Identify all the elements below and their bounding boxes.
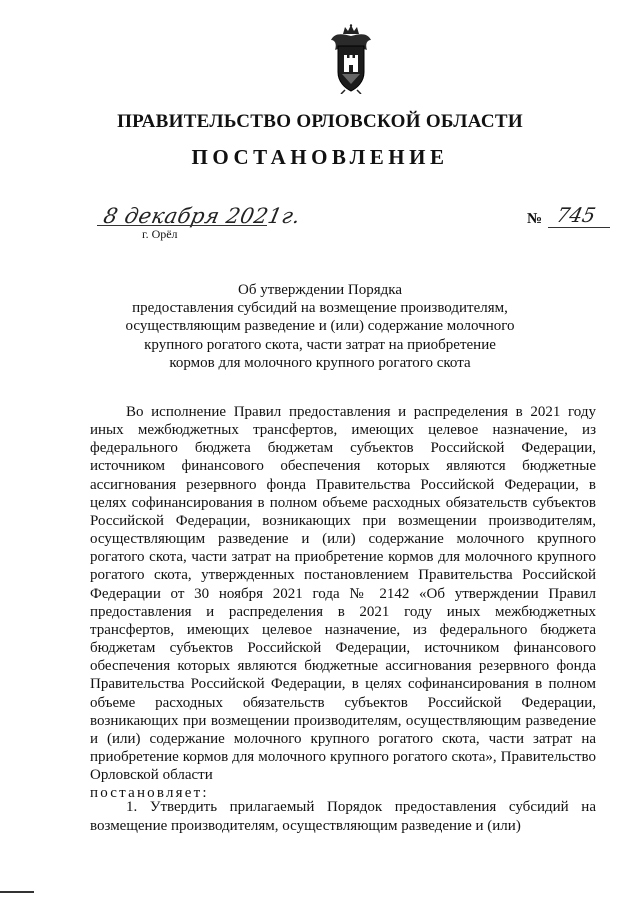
preamble-block bbox=[90, 403, 596, 802]
preamble-paragraph bbox=[90, 403, 596, 784]
organization-name: ПРАВИТЕЛЬСТВО ОРЛОВСКОЙ ОБЛАСТИ bbox=[117, 111, 523, 132]
handwritten-date: 8 декабря 2021г. bbox=[101, 204, 303, 228]
handwritten-number: 745 bbox=[554, 203, 598, 227]
title-line: предоставления субсидий на возмещение производителям, bbox=[132, 300, 508, 317]
document-type: ПОСТАНОВЛЕНИЕ bbox=[191, 145, 449, 169]
resolves-word: постановляет: bbox=[90, 785, 209, 802]
number-label: № bbox=[527, 211, 543, 227]
title-line: Об утверждении Порядка bbox=[238, 282, 402, 298]
decree-item-1 bbox=[90, 798, 596, 836]
document-title bbox=[90, 281, 550, 372]
number-underline bbox=[548, 227, 610, 228]
title-line: крупного рогатого скота, части затрат на приобретение bbox=[144, 336, 496, 353]
preamble-text: Во исполнение Правил предоставления и распределения в 2021 году иных межбюджетных трансфертов, имеющих целевое назначение, из федерального бюджета бюджетам субъектов Российской Федерации, источником финансового обеспечения которых являются бюджетные ассигнования резервного фонда Правительства Российской Федерации, в целях софинансирования в полном объеме расходных обязательств субъектов Российской Федерации, возникающих при возмещении производителям, осуществляющим разведение и (или) содержание молочного крупного рогатого скота, части затрат на приобретение кормов для молочного крупного рогатого скота, утвержденных постановлением Правительства Российской Федерации от 30 ноября 2021 года № 2142 «Об утверждении Правил предоставления и распределения в 2021 году иных межбюджетных трансфертов, имеющих целевое назначение, из федерального бюджета бюджетам субъектов Российской Федерации, источником финансового обеспечения которых являются бюджетные ассигнования резервного фонда Правительства Российской Федерации, в целях софинансирования в полном объеме расходных обязательств субъектов Российской Федерации, возникающих при возмещении производителям, осуществляющим разведение и (или) содержание молочного крупного рогатого скота, части затрат на приобретение кормов для молочного крупного рогатого скота», Правительство Орловской области bbox=[90, 404, 596, 784]
item-1-text: 1. Утвердить прилагаемый Порядок предоставления субсидий на возмещение производителям, осуществляющим разведение и (или) bbox=[90, 799, 596, 834]
title-line: кормов для молочного крупного рогатого скота bbox=[169, 354, 471, 371]
coat-of-arms-emblem bbox=[329, 24, 373, 94]
city-label: г. Орёл bbox=[142, 227, 178, 241]
date-underline bbox=[97, 225, 267, 226]
page-footer-mark bbox=[0, 891, 34, 893]
title-line: осуществляющим разведение и (или) содержание молочного bbox=[125, 318, 515, 335]
